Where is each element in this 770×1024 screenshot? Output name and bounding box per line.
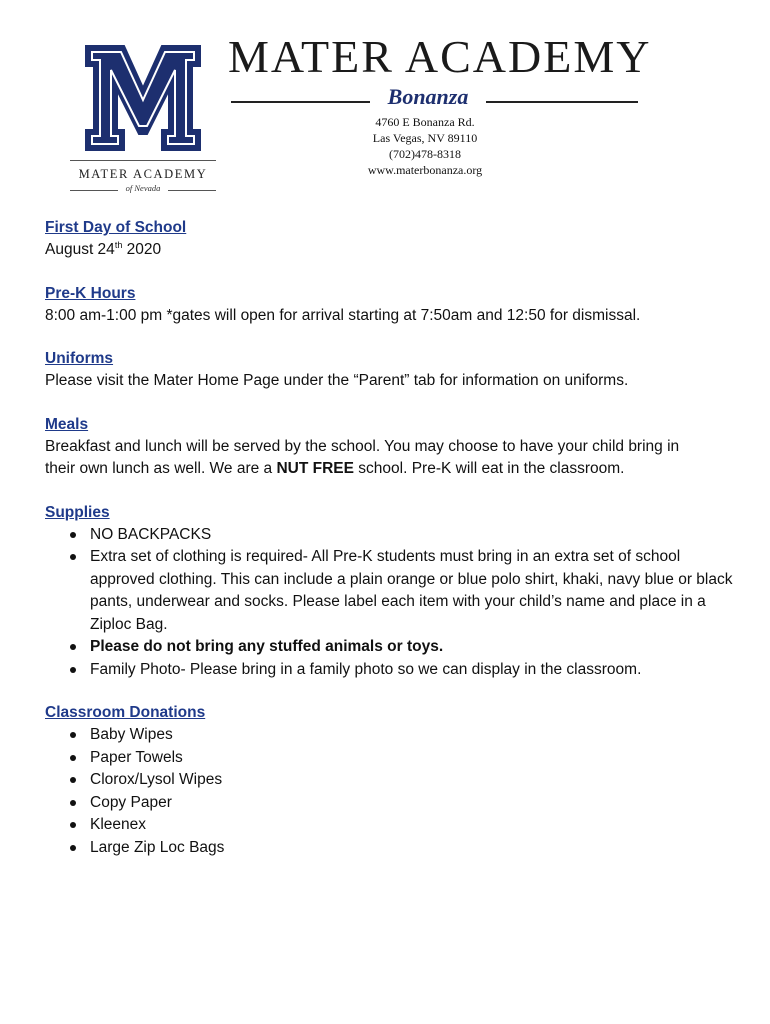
date-year: 2020 (122, 241, 162, 258)
date-suffix: th (114, 239, 123, 250)
list-item: Family Photo- Please bring in a family photo so we can display in the classroom. (45, 659, 735, 682)
list-item: Clorox/Lysol Wipes (45, 769, 735, 792)
address-website: www.materbonanza.org (367, 163, 483, 177)
list-item: Paper Towels (45, 747, 735, 770)
supplies-list (45, 524, 735, 682)
hours-text: 8:00 am-1:00 pm *gates will open for arrival starting at 7:50am and 12:50 for dismissal. (45, 306, 641, 324)
heading-hours: Pre-K Hours (45, 284, 136, 302)
school-logo (68, 44, 218, 194)
heading-uniforms: Uniforms (45, 350, 114, 367)
section-meals (45, 414, 735, 481)
logo-name: MATER ACADEMY (78, 167, 208, 181)
address-phone: (702)478-8318 (389, 147, 461, 161)
date-main: August 24 (45, 241, 115, 258)
list-item: Large Zip Loc Bags (45, 837, 735, 860)
title-rule-right (486, 101, 638, 103)
school-title (228, 30, 652, 83)
section-donations (45, 702, 735, 859)
block-m-logo-icon (84, 44, 202, 152)
section-uniforms (45, 348, 735, 393)
meals-line-1: Breakfast and lunch will be served by the school. You may choose to have your child bring in (45, 437, 680, 455)
address-street: 4760 E Bonanza Rd. (375, 115, 475, 129)
list-item: Please do not bring any stuffed animals or toys. (45, 636, 735, 659)
list-item: Extra set of clothing is required- All Pre-K students must bring in an extra set of school approved clothing. This can include a plain orange or blue polo shirt, khaki, navy blue or black pants, underwear and socks. Please label each item with your child’s name and place in a Ziploc Bag. (45, 546, 735, 636)
section-hours (45, 283, 735, 328)
list-item: Baby Wipes (45, 724, 735, 747)
first-day-date (45, 239, 735, 262)
logo-sub-text: of Nevada (125, 183, 161, 193)
address-city: Las Vegas, NV 89110 (372, 131, 478, 145)
heading-meals: Meals (45, 415, 89, 433)
nut-free-emphasis: NUT FREE (276, 460, 354, 477)
heading-donations: Classroom Donations (45, 704, 206, 721)
section-first-day (45, 217, 735, 262)
campus-name: Bonanza (387, 84, 469, 109)
meals-line-2-end: school. Pre-K will eat in the classroom. (353, 460, 625, 477)
heading-supplies: Supplies (45, 503, 110, 521)
letter-body (45, 217, 735, 880)
meals-line-2 (45, 458, 735, 481)
donations-list (45, 724, 735, 859)
school-address (340, 114, 510, 178)
section-supplies (45, 502, 735, 682)
uniforms-text: Please visit the Mater Home Page under the “Parent” tab for information on uniforms. (45, 372, 629, 389)
list-item: Copy Paper (45, 792, 735, 815)
logo-subtitle (70, 184, 216, 196)
logo-divider (70, 160, 216, 161)
meals-line-2-start: their own lunch as well. We are a (45, 460, 277, 477)
heading-first-day: First Day of School (45, 219, 187, 236)
title-second-word: ACADEMY (404, 31, 652, 82)
title-first-word: MATER (228, 31, 394, 82)
title-rule-left (231, 101, 370, 103)
list-item: NO BACKPACKS (45, 524, 735, 547)
list-item: Kleenex (45, 814, 735, 837)
